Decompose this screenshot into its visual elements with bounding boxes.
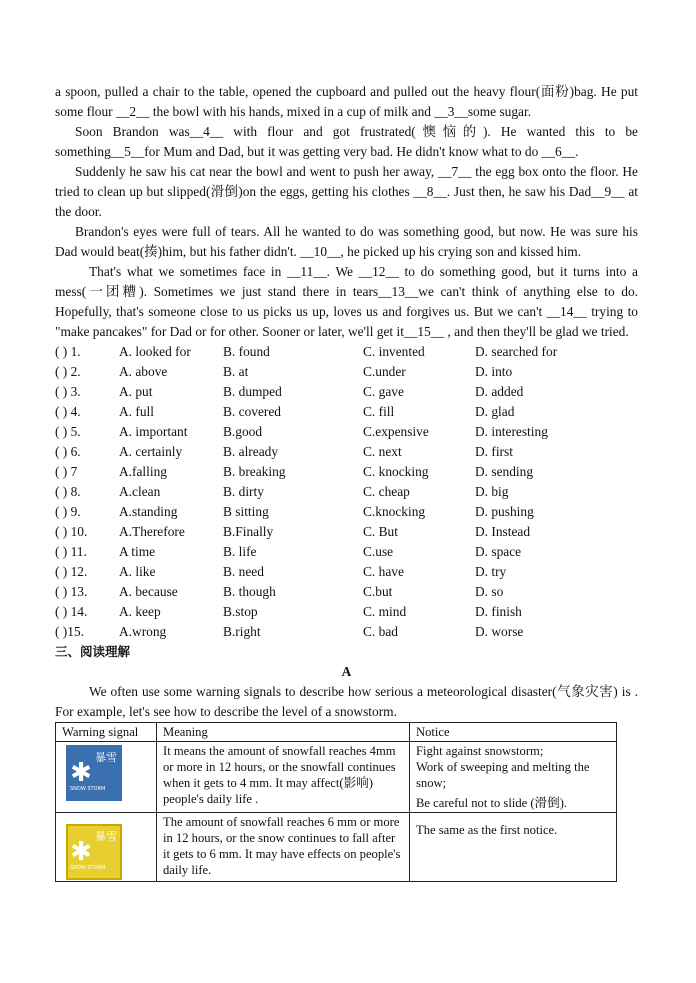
notice-line: The same as the first notice. xyxy=(416,823,558,837)
table-row xyxy=(56,813,617,882)
document-page xyxy=(55,82,638,882)
option-c: C. mind xyxy=(363,604,407,619)
snowflake-icon: ✱ xyxy=(70,837,92,867)
table-header: Notice xyxy=(410,723,617,742)
blue-snowstorm-icon xyxy=(66,745,122,801)
question-number: ( ) 8. xyxy=(55,484,81,499)
question-number: ( ) 13. xyxy=(55,584,88,599)
signal-cell xyxy=(56,742,157,813)
reading-intro: We often use some warning signals to describe how serious a meteorological disaster(气象灾害) is . For example, let's see how to describe the level of a snowstorm. xyxy=(55,684,638,719)
icon-text: 暴雪 xyxy=(95,830,117,843)
option-c: C. But xyxy=(363,524,398,539)
option-c: C. gave xyxy=(363,384,404,399)
option-a: A.clean xyxy=(119,484,161,499)
option-b: B. at xyxy=(223,364,249,379)
option-d: D. space xyxy=(475,544,522,559)
question-row xyxy=(55,422,638,442)
option-c: C. have xyxy=(363,564,404,579)
option-b: B.stop xyxy=(223,604,258,619)
question-row xyxy=(55,602,638,622)
question-number: ( ) 4. xyxy=(55,404,81,419)
option-d: D. added xyxy=(475,384,524,399)
passage-paragraph-4: Brandon's eyes were full of tears. All he wanted to do was something good, but now. He was sure his Dad would beat(揍)him, but his father didn't. __10__, he picked up his crying son and kissed him. xyxy=(55,224,638,259)
option-b: B.good xyxy=(223,424,263,439)
option-c: C. next xyxy=(363,444,402,459)
option-d: D. worse xyxy=(475,624,524,639)
passage-paragraph-5: That's what we sometimes face in __11__. We __12__ to do something good, but it turns into a mess(一团糟). Sometimes we just stand there in tears__13__we can't think of anything else to do. Hopefully, that's someone close to us picks us up, loves us and forgives us. But we can't __14__ trying to "make pancakes" for Dad or for other. Sooner or later, we'll get it__15__ , and then they'll be glad we tried. xyxy=(55,264,638,339)
option-a: A. looked for xyxy=(119,344,191,359)
option-a: A. keep xyxy=(119,604,161,619)
question-number: ( ) 5. xyxy=(55,424,81,439)
option-c: C. cheap xyxy=(363,484,410,499)
option-d: D. searched for xyxy=(475,344,558,359)
option-c: C. bad xyxy=(363,624,398,639)
option-d: D. glad xyxy=(475,404,515,419)
question-list xyxy=(55,342,638,642)
option-a: A time xyxy=(119,544,156,559)
question-row xyxy=(55,342,638,362)
option-c: C.under xyxy=(363,364,406,379)
question-number: ( ) 10. xyxy=(55,524,88,539)
option-a: A. like xyxy=(119,564,156,579)
option-c: C.use xyxy=(363,544,394,559)
question-row xyxy=(55,522,638,542)
question-number: ( ) 9. xyxy=(55,504,81,519)
option-b: B sitting xyxy=(223,504,269,519)
meaning-cell: The amount of snowfall reaches 6 mm or more in 12 hours, or the snow continues to fall after it gets to 6 mm. It may have effects on people's daily life. xyxy=(157,813,410,882)
table-header: Meaning xyxy=(157,723,410,742)
option-b: B. though xyxy=(223,584,276,599)
option-d: D. into xyxy=(475,364,513,379)
question-row xyxy=(55,502,638,522)
option-d: D. so xyxy=(475,584,504,599)
meaning-cell: It means the amount of snowfall reaches 4mm or more in 12 hours, or the snowfall continues when it gets to 4 mm. It may affect(影响) people's daily life . xyxy=(157,742,410,813)
question-number: ( ) 1. xyxy=(55,344,81,359)
notice-cell xyxy=(410,742,617,813)
question-row xyxy=(55,622,638,642)
yellow-snowstorm-icon xyxy=(66,824,122,880)
option-d: D. try xyxy=(475,564,507,579)
snowflake-icon: ✱ xyxy=(70,758,92,788)
question-number: ( ) 2. xyxy=(55,364,81,379)
option-b: B. breaking xyxy=(223,464,286,479)
option-a: A.falling xyxy=(119,464,167,479)
option-a: A.standing xyxy=(119,504,178,519)
warning-signal-table xyxy=(55,722,617,882)
option-c: C.expensive xyxy=(363,424,429,439)
icon-text: 暴雪 xyxy=(95,751,117,764)
option-a: A.Therefore xyxy=(119,524,185,539)
icon-label: SNOW STORM xyxy=(70,786,106,792)
question-number: ( ) 12. xyxy=(55,564,88,579)
option-b: B. covered xyxy=(223,404,282,419)
notice-line: Fight against snowstorm; xyxy=(416,744,544,758)
option-b: B. need xyxy=(223,564,264,579)
question-number: ( ) 3. xyxy=(55,384,81,399)
option-c: C.but xyxy=(363,584,393,599)
question-row xyxy=(55,382,638,402)
question-row xyxy=(55,362,638,382)
option-a: A.wrong xyxy=(119,624,167,639)
passage-paragraph-3: Suddenly he saw his cat near the bowl and went to push her away, __7__ the egg box onto the floor. He tried to clean up but slipped(滑倒)on the eggs, getting his clothes __8__. Just then, he saw his Dad__9__ at the door. xyxy=(55,164,638,219)
option-a: A. full xyxy=(119,404,154,419)
question-number: ( ) 6. xyxy=(55,444,81,459)
option-b: B. already xyxy=(223,444,279,459)
option-c: C. invented xyxy=(363,344,425,359)
question-row xyxy=(55,482,638,502)
option-a: A. above xyxy=(119,364,168,379)
question-number: ( ) 11. xyxy=(55,544,87,559)
passage-letter: A xyxy=(341,664,352,679)
question-row xyxy=(55,462,638,482)
option-d: D. first xyxy=(475,444,513,459)
passage-paragraph-1: a spoon, pulled a chair to the table, opened the cupboard and pulled out the heavy flour(面粉)bag. He put some flour __2__ the bowl with his hands, mixed in a cup of milk and __3__some sugar. xyxy=(55,84,638,119)
option-c: C. knocking xyxy=(363,464,429,479)
question-row xyxy=(55,542,638,562)
option-d: D. Instead xyxy=(475,524,531,539)
option-b: B. dumped xyxy=(223,384,282,399)
option-b: B. life xyxy=(223,544,257,559)
question-number: ( )15. xyxy=(55,624,85,639)
option-a: A. certainly xyxy=(119,444,183,459)
table-header: Warning signal xyxy=(56,723,157,742)
question-row xyxy=(55,562,638,582)
question-row xyxy=(55,442,638,462)
passage-paragraph-2: Soon Brandon was__4__ with flour and got frustrated(懊恼的). He wanted this to be something__5__for Mum and Dad, but it was getting very bad. He didn't know what to do __6__. xyxy=(55,124,638,159)
notice-line: Be careful not to slide (滑倒). xyxy=(416,796,568,810)
signal-cell xyxy=(56,813,157,882)
option-d: D. big xyxy=(475,484,509,499)
option-c: C. fill xyxy=(363,404,395,419)
question-row xyxy=(55,582,638,602)
option-a: A. put xyxy=(119,384,153,399)
notice-line: Work of sweeping and melting the snow; xyxy=(416,760,590,790)
option-b: B.Finally xyxy=(223,524,274,539)
option-d: D. finish xyxy=(475,604,522,619)
icon-label: SNOW STORM xyxy=(70,865,106,871)
table-row xyxy=(56,742,617,813)
question-number: ( ) 14. xyxy=(55,604,88,619)
option-d: D. sending xyxy=(475,464,534,479)
option-b: B. found xyxy=(223,344,270,359)
question-number: ( ) 7 xyxy=(55,464,78,479)
section-title: 三、阅读理解 xyxy=(55,644,131,659)
option-d: D. interesting xyxy=(475,424,548,439)
option-b: B. dirty xyxy=(223,484,264,499)
option-d: D. pushing xyxy=(475,504,534,519)
question-row xyxy=(55,402,638,422)
table-header-row xyxy=(56,723,617,742)
option-a: A. important xyxy=(119,424,188,439)
notice-cell xyxy=(410,813,617,882)
option-a: A. because xyxy=(119,584,178,599)
option-c: C.knocking xyxy=(363,504,426,519)
option-b: B.right xyxy=(223,624,261,639)
